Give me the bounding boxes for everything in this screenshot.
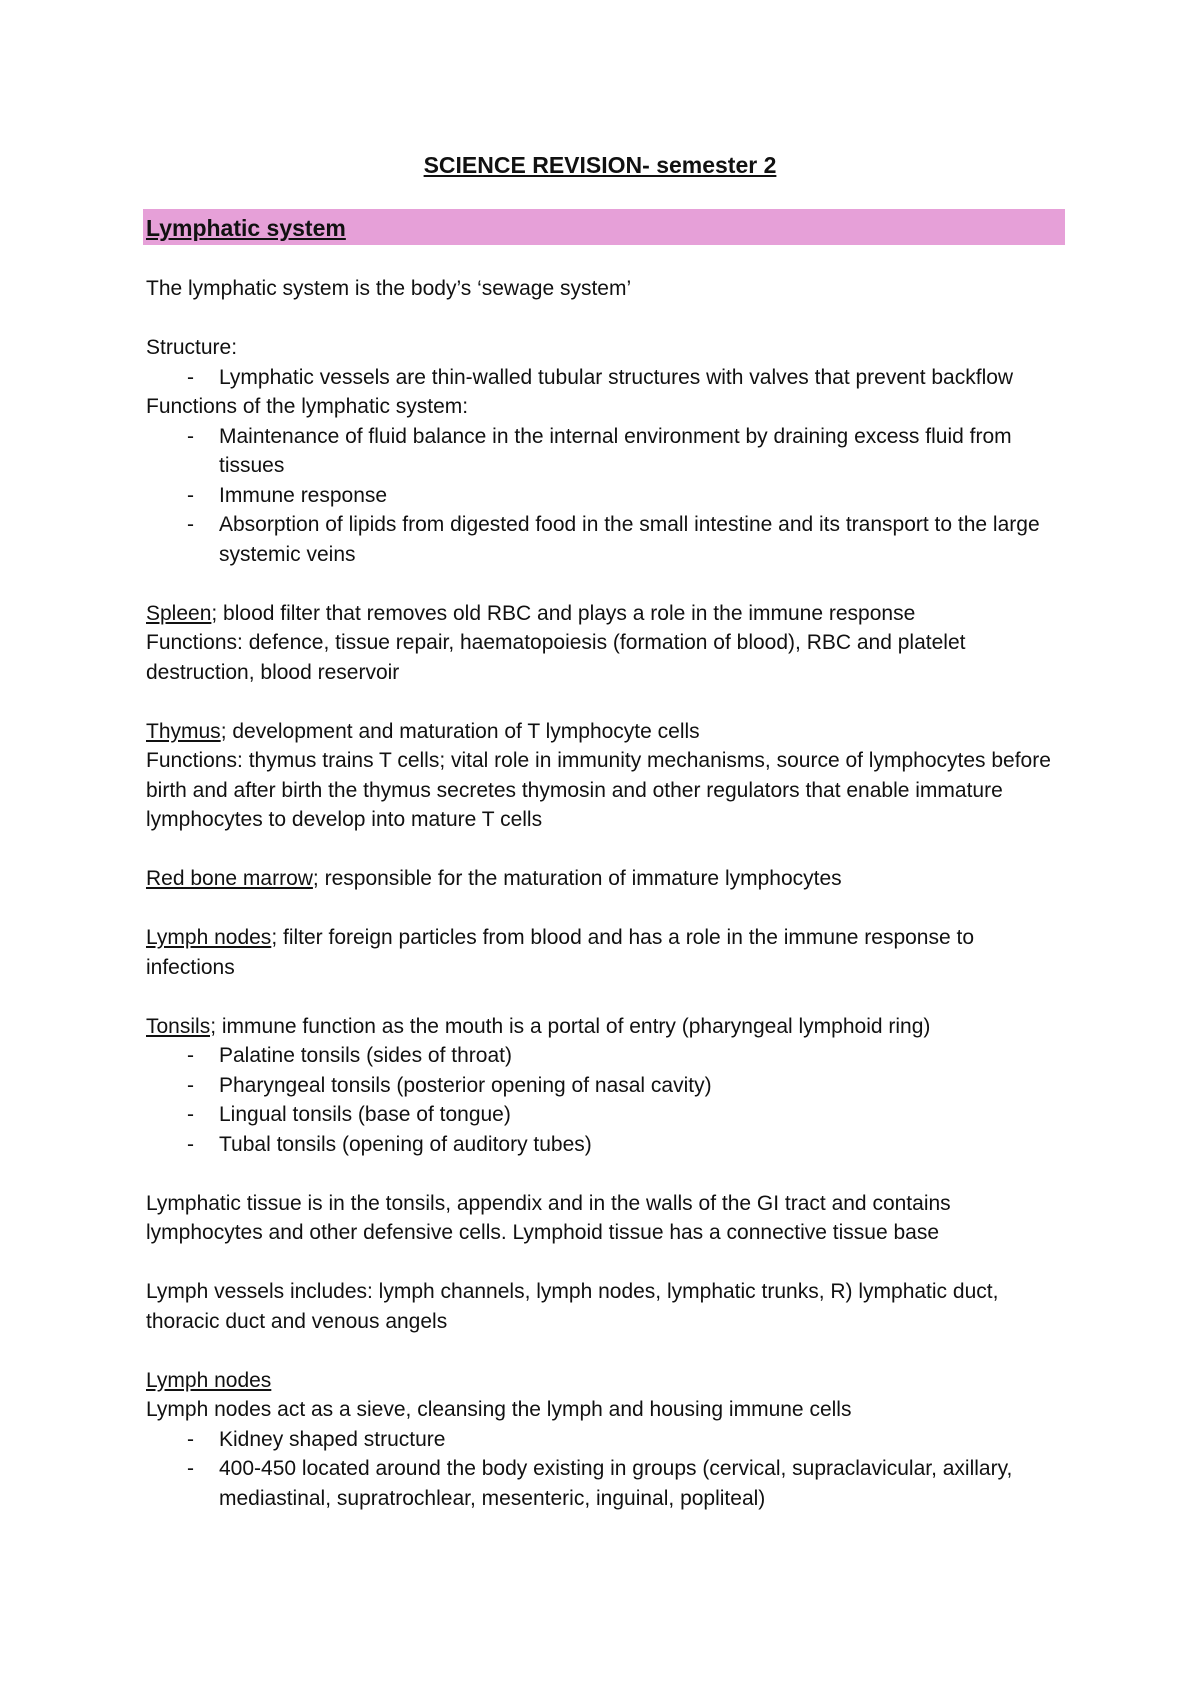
list-item: - Pharyngeal tonsils (posterior opening of nasal cavity) xyxy=(146,1071,1068,1101)
list-item: - Absorption of lipids from digested food in the small intestine and its transport to the large systemic veins xyxy=(146,510,1068,569)
intro-paragraph: The lymphatic system is the body’s ‘sewage system’ xyxy=(146,277,632,300)
structure-label: Structure: xyxy=(146,336,238,359)
lymph-nodes-section-desc: Lymph nodes act as a sieve, cleansing the lymph and housing immune cells xyxy=(146,1398,852,1421)
list-item: - Immune response xyxy=(146,481,1068,511)
spleen-paragraph xyxy=(146,599,1068,688)
lymphatic-tissue-paragraph: Lymphatic tissue is in the tonsils, appendix and in the walls of the GI tract and contains lymphocytes and other defensive cells. Lymphoid tissue has a connective tissue base xyxy=(146,1191,951,1244)
marrow-desc: ; responsible for the maturation of immature lymphocytes xyxy=(312,867,842,890)
lymph-nodes-term: Lymph nodes xyxy=(146,926,272,949)
list-item: - Lymphatic vessels are thin-walled tubular structures with valves that prevent backflow xyxy=(146,363,1068,393)
list-item: - Kidney shaped structure xyxy=(146,1425,1068,1455)
thymus-functions: Functions: thymus trains T cells; vital role in immunity mechanisms, source of lymphocytes before birth and after birth the thymus secretes thymosin and other regulators that enable immature lymphocytes to develop into mature T cells xyxy=(146,749,1051,831)
thymus-paragraph xyxy=(146,717,1068,835)
lymph-nodes-desc: ; filter foreign particles from blood and has a role in the immune response to infections xyxy=(146,926,975,979)
spleen-functions: Functions: defence, tissue repair, haematopoiesis (formation of blood), RBC and platelet destruction, blood reservoir xyxy=(146,631,966,684)
lymph-vessels-paragraph: Lymph vessels includes: lymph channels, lymph nodes, lymphatic trunks, R) lymphatic duct, thoracic duct and venous angels xyxy=(146,1280,999,1333)
list-item: - 400-450 located around the body existing in groups (cervical, supraclavicular, axillary, mediastinal, supratrochlear, mesenteric, inguinal, popliteal) xyxy=(146,1454,1068,1513)
marrow-term: Red bone marrow xyxy=(146,867,313,890)
lymph-nodes-section xyxy=(146,1366,1068,1514)
spleen-desc: ; blood filter that removes old RBC and plays a role in the immune response xyxy=(211,601,916,625)
page-title: SCIENCE REVISION- semester 2 xyxy=(423,152,777,178)
list-item: - Lingual tonsils (base of tongue) xyxy=(146,1100,1068,1130)
list-item: - Tubal tonsils (opening of auditory tubes) xyxy=(146,1130,1068,1160)
list-item: - Maintenance of fluid balance in the internal environment by draining excess fluid from tissues xyxy=(146,422,1068,481)
lymph-nodes-list xyxy=(146,1425,1068,1514)
lymph-nodes-intro-paragraph xyxy=(146,923,1068,982)
spleen-term: Spleen xyxy=(146,601,212,625)
lymph-nodes-heading: Lymph nodes xyxy=(146,1368,272,1392)
tonsils-desc: immune function as the mouth is a portal of entry (pharyngeal lymphoid ring) xyxy=(216,1014,931,1038)
structure-list xyxy=(146,363,1068,393)
list-item: - Palatine tonsils (sides of throat) xyxy=(146,1041,1068,1071)
tonsils-list xyxy=(146,1041,1068,1159)
tonsils-term: Tonsils; xyxy=(146,1014,217,1038)
functions-list xyxy=(146,422,1068,570)
functions-label: Functions of the lymphatic system: xyxy=(146,395,469,418)
thymus-term: Thymus xyxy=(146,719,221,743)
section-heading: Lymphatic system xyxy=(146,215,346,241)
marrow-paragraph xyxy=(146,864,1068,894)
document-body xyxy=(146,274,1068,1513)
tonsils-paragraph xyxy=(146,1012,1068,1160)
thymus-desc: ; development and maturation of T lymphocyte cells xyxy=(220,719,700,743)
